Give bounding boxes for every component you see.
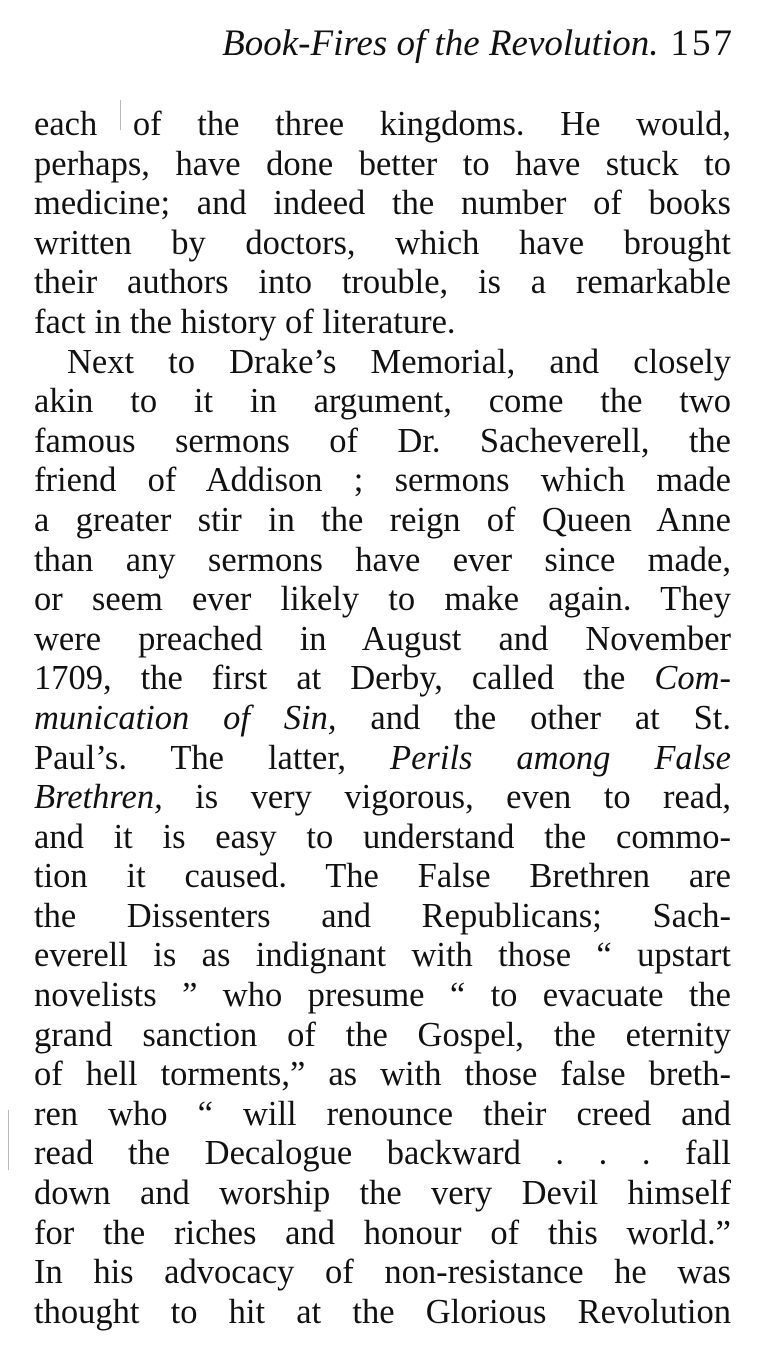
text-line: medicine; and indeed the number of books xyxy=(34,184,731,223)
text-line: read the Decalogue backward . . . fall xyxy=(34,1134,731,1173)
text-line: fact in the history of literature. xyxy=(34,302,456,341)
text-line: each of the three kingdoms. He would, xyxy=(34,105,731,143)
text-line: In his advocacy of non-resistance he was xyxy=(34,1253,731,1292)
text-line: novelists ” who presume “ to evacuate the xyxy=(34,976,731,1015)
running-title: Book-Fires of the Revolution. xyxy=(222,23,659,64)
page-header xyxy=(0,18,735,70)
text-line: everell is as indignant with those “ upstart xyxy=(34,936,731,975)
text-line: akin to it in argument, come the two xyxy=(34,382,731,421)
text-line: thought to hit at the Glorious Revolution xyxy=(34,1292,731,1331)
margin-mark xyxy=(8,1110,9,1170)
text-line: ren who “ will renounce their creed and xyxy=(34,1094,731,1133)
text-line xyxy=(34,739,731,779)
italic-title: Brethren, xyxy=(34,778,163,817)
text-line: Next to Drake’s Memorial, and closely xyxy=(67,342,731,381)
text-line: perhaps, have done better to have stuck to xyxy=(34,144,731,183)
text-line: than any sermons have ever since made, xyxy=(34,540,731,579)
text-line: famous sermons of Dr. Sacheverell, the xyxy=(34,421,731,460)
text-line: and it is easy to understand the commo- xyxy=(34,817,731,856)
text-segment: and the other at St. xyxy=(336,698,731,737)
text-line: were preached in August and November xyxy=(34,619,731,658)
text-line: for the riches and honour of this world.” xyxy=(34,1213,731,1252)
text-line: down and worship the very Devil himself xyxy=(34,1174,731,1213)
page-number: 157 xyxy=(670,23,735,64)
italic-title: munication of Sin, xyxy=(34,698,337,737)
text-line: friend of Addison ; sermons which made xyxy=(34,461,731,500)
text-line xyxy=(34,659,731,699)
italic-title: Com- xyxy=(654,659,731,698)
text-segment: 1709, the first at Derby, called the xyxy=(34,659,655,698)
text-line: the Dissenters and Republicans; Sach- xyxy=(34,896,731,935)
text-line: of hell torments,” as with those false breth- xyxy=(34,1055,731,1094)
text-segment: Paul’s. The latter, xyxy=(34,738,391,777)
text-line: their authors into trouble, is a remarkable xyxy=(34,263,731,302)
text-line: a greater stir in the reign of Queen Anne xyxy=(34,500,731,539)
text-line: tion it caused. The False Brethren are xyxy=(34,857,731,896)
italic-title: Perils among False xyxy=(390,738,731,777)
text-line xyxy=(34,699,731,739)
body-text xyxy=(34,105,731,1332)
text-line: written by doctors, which have brought xyxy=(34,223,731,262)
text-line xyxy=(34,778,731,818)
text-segment: is very vigorous, even to read, xyxy=(162,778,731,817)
text-line: grand sanction of the Gospel, the eternity xyxy=(34,1015,731,1054)
text-line: or seem ever likely to make again. They xyxy=(34,580,731,619)
